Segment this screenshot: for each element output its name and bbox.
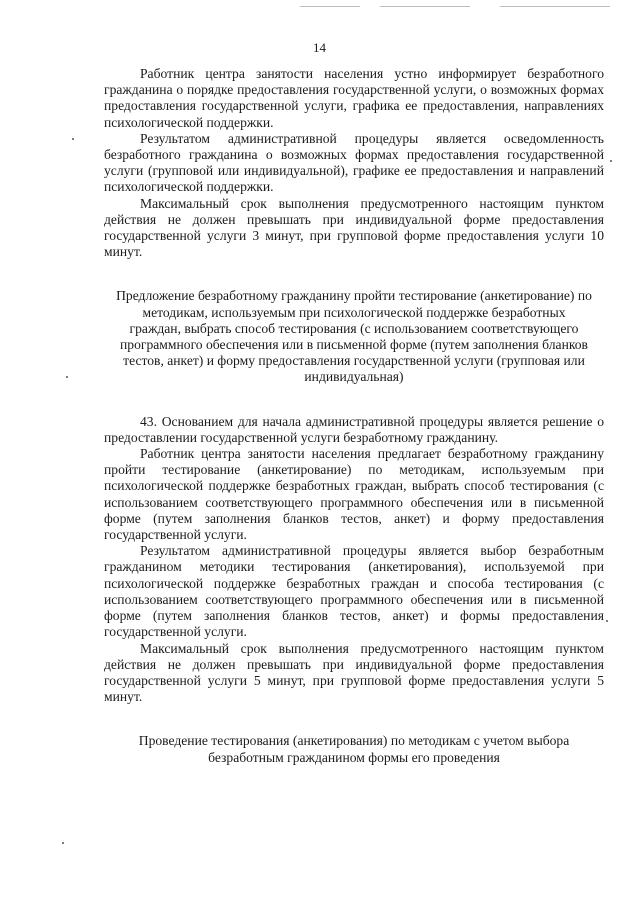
scan-artifact xyxy=(500,6,610,7)
paragraph-inform: Работник центра занятости населения устно информирует безработного гражданина о порядке предоставления государственной услуги, о возможных формах предоставления государственной услуги, графика ее предоставления, направлениях психологической поддержки. xyxy=(104,66,604,130)
paragraph-time-limit-1: Максимальный срок выполнения предусмотренного настоящим пунктом действия не должен превышать при индивидуальной форме предоставления государственной услуги 3 минут, при групповой форме предоставления услуги 10 минут. xyxy=(104,195,604,260)
scan-speck xyxy=(72,138,74,140)
page-number: 14 xyxy=(313,40,326,55)
scan-speck xyxy=(610,160,612,162)
scan-speck xyxy=(606,620,608,622)
paragraph-offer-testing: Работник центра занятости населения предлагает безработному гражданину пройти тестирование (анкетирование) по методикам, используемым при психологической поддержке безработных граждан, выбрать способ тестирования (с использованием соответствующего программного обеспечения или в письменной форме (путем заполнения бланков тестов, анкет) и форму предоставления государственной услуги. xyxy=(104,446,604,543)
scan-speck xyxy=(66,376,68,378)
scan-speck xyxy=(62,842,64,844)
paragraph-result-2: Результатом административной процедуры является выбор безработным гражданином методики тестирования (анкетирования), используемой при психологической поддержке безработных граждан и способа тестирования (с использованием соответствующего программного обеспечения или в письменной форме (путем заполнения бланков тестов, анкет) и формы предоставления государственной услуги. xyxy=(104,543,604,640)
scan-artifact xyxy=(300,6,360,7)
paragraph-43-basis: 43. Основанием для начала административной процедуры является решение о предоставлении государственной услуги безработному гражданину. xyxy=(104,413,604,445)
section-heading-testing-offer: Предложение безработному гражданину пройти тестирование (анкетирование) по методикам, используемым при психологической поддержке безработных граждан, выбрать способ тестирования (с использованием соответствующего программного обеспечения или в письменной форме (путем заполнения бланков тестов, анкет) и форму предоставления государственной услуги (групповая или индивидуальная) xyxy=(116,288,592,385)
document-body xyxy=(104,66,604,766)
scan-artifact xyxy=(380,6,470,7)
paragraph-result-1: Результатом административной процедуры является осведомленность безработного гражданина о возможных формах предоставления государственной услуги (групповой или индивидуальной), графике ее предоставления и направлений психологической поддержки. xyxy=(104,130,604,195)
section-heading-conducting-testing: Проведение тестирования (анкетирования) по методикам с учетом выбора безработным гражданином формы его проведения xyxy=(138,733,570,765)
paragraph-time-limit-2: Максимальный срок выполнения предусмотренного настоящим пунктом действия не должен превышать при индивидуальной форме предоставления государственной услуги 5 минут, при групповой форме предоставления услуги 5 минут. xyxy=(104,640,604,705)
